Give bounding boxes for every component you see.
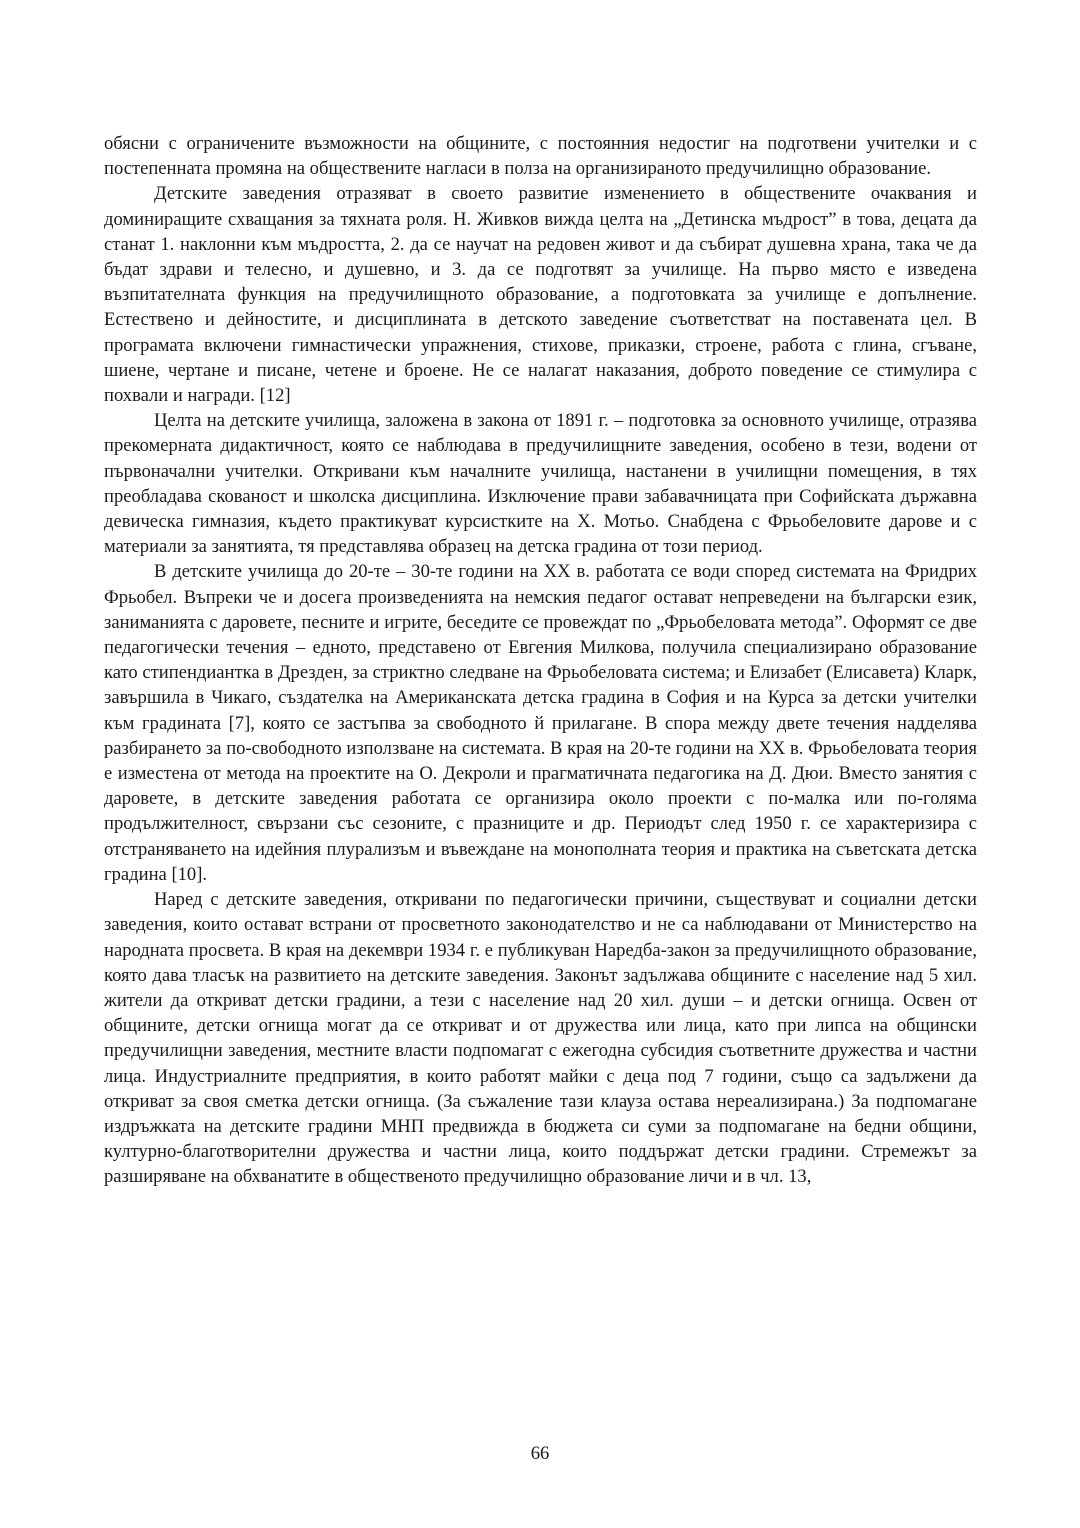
paragraph-social-institutions: Наред с детските заведения, откривани по педагогически причини, съществуват и социални детски заведения, които остават встрани от просветното законодателство и не са наблюдавани от Министерство на народната просвета. В края на декември 1934 г. е публикуван Наредба-закон за предучилищното образование, която дава тласък на развитието на детските заведения. Законът задължава общините с население над 5 хил. жители да откриват детски градини, а тези с население над 20 хил. души – и детски огнища. Освен от общините, детски огнища могат да се откриват и от дружества или лица, като при липса на общински предучилищни заведения, местните власти подпомагат с ежегодна субсидия съответните дружества и частни лица. Индустриалните предприятия, в които работят майки с деца под 7 години, също са задължени да откриват за своя сметка детски огнища. (За съжаление тази клауза остава нереализирана.) За подпомагане издръжката на детските градини МНП предвижда в бюджета си суми за подпомагане на бедни общини, културно-благотворителни дружества и частни лица, които поддържат детски градини. Стремежът за разширяване на обхванатите в общественото предучилищно образование личи и в чл. 13, — [104, 889, 977, 1188]
page-number: 66 — [530, 1443, 550, 1464]
paragraph-continuation: обясни с ограничените възможности на общините, с постоянния недостиг на подготвени учителки и с постепенната промяна на обществените нагласи в полза на организираното предучилищно образование. — [104, 133, 977, 180]
paragraph-children-institutions: Детските заведения отразяват в своето развитие изменението в обществените очаквания и доминиращите схващания за тяхната роля. Н. Живков вижда целта на „Детинска мъдрост” в това, децата да станат 1. наклонни към мъдростта, 2. да се научат на редовен живот и да събират душевна храна, така че да бъдат здрави и телесно, и душевно, и 3. да се подготвят за училище. На първо място е изведена възпитателната функция на предучилищното образование, а подготовката за училище е допълнение. Естествено и дейностите, и дисциплината в детското заведение съответстват на поставената цел. В програмата включени гимнастически упражнения, стихове, приказки, строене, работа с глина, сгъване, шиене, чертане и писане, четене и броене. Не се налагат наказания, доброто поведение се стимулира с похвали и награди. [12] — [104, 183, 977, 407]
paragraph-children-schools-goal: Целта на детските училища, заложена в закона от 1891 г. – подготовка за основното училище, отразява прекомерната дидактичност, която се наблюдава в предучилищните заведения, особено в тези, водени от първоначални учителки. Откривани към началните училища, настанени в училищни помещения, в тях преобладава скованост и школска дисциплина. Изключение прави забавачницата при Софийската държавна девическа гимназия, където практикуват курсистките на Х. Мотьо. Снабдена с Фрьобеловите дарове и с материали за занятията, тя представлява образец на детска градина от този период. — [104, 410, 977, 558]
body-text — [104, 131, 977, 1190]
paragraph-froebel-system: В детските училища до 20-те – 30-те години на ХХ в. работата се води според системата на Фридрих Фрьобел. Въпреки че и досега произведенията на немския педагог остават непреведени на български език, заниманията с даровете, песните и игрите, беседите се провеждат по „Фрьобеловата метода”. Оформят се две педагогически течения – едното, представено от Евгения Милкова, получила специализирано образование като стипендиантка в Дрезден, за стриктно следване на Фрьобеловата система; и Елизабет (Елисавета) Кларк, завършила в Чикаго, създателка на Американската детска градина в София и на Курса за детски учителки към градината [7], която се застъпва за свободното й прилагане. В спора между двете течения надделява разбирането за по-свободното използване на системата. В края на 20-те години на ХХ в. Фрьобеловата теория е изместена от метода на проектите на О. Декроли и прагматичната педагогика на Д. Дюи. Вместо занятия с даровете, в детските заведения работата се организира около проекти с по-малка или по-голяма продължителност, свързани със сезоните, с празниците и др. Периодът след 1950 г. се характеризира с отстраняването на идейния плурализъм и въвеждане на монополната теория и практика на съветската детска градина [10]. — [104, 561, 977, 885]
